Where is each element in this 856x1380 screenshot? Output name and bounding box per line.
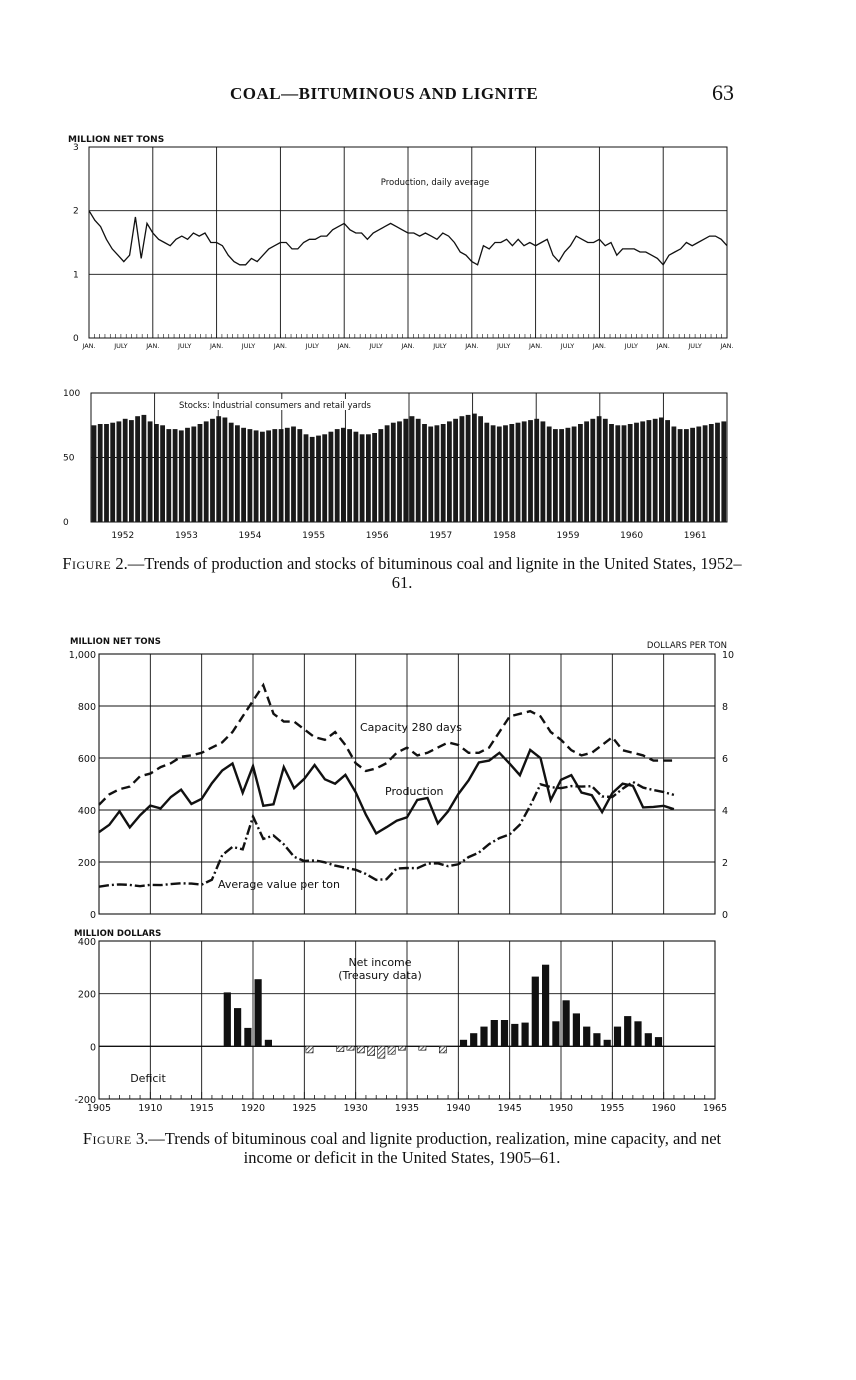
fig2-stocks-year-label: 1960 xyxy=(620,531,644,541)
fig2-stocks-ytick: 0 xyxy=(63,518,69,528)
fig2-stocks-bar xyxy=(566,428,571,522)
fig2-stocks-bar xyxy=(634,423,639,522)
fig3-deficit-bar xyxy=(419,1046,426,1050)
fig2-stocks-year-label: 1955 xyxy=(302,531,326,541)
fig2-stocks-bar xyxy=(478,416,483,522)
fig2-stocks-bar xyxy=(198,424,203,522)
fig3-deficit-bar xyxy=(398,1046,405,1050)
fig3-net-income-bar xyxy=(480,1027,487,1047)
fig2-stocks-bar xyxy=(447,421,452,522)
fig3-lower-ytick: 0 xyxy=(89,1042,96,1054)
figure-3-caption xyxy=(62,1129,742,1167)
fig3-x-tick-label: 1925 xyxy=(292,1103,317,1114)
fig3-lower-ytick: 400 xyxy=(77,937,96,948)
fig2-stocks-bar xyxy=(665,420,670,522)
fig2-stocks-bar xyxy=(622,425,627,522)
fig2-stocks-year-label: 1956 xyxy=(365,531,389,541)
fig3-right-ytick: 10 xyxy=(722,650,735,661)
fig2-stocks-bar xyxy=(260,432,265,522)
fig2-stocks-bar xyxy=(354,432,359,522)
fig2-stocks-bar xyxy=(191,427,196,523)
fig2-stocks-bar xyxy=(416,419,421,522)
fig2-stocks-bar xyxy=(241,428,246,522)
fig2-production-ytick: 3 xyxy=(73,143,79,153)
figure-2-caption-lead: Figure xyxy=(62,554,112,573)
fig2-stocks-bar xyxy=(285,428,290,522)
fig2-stocks-bar xyxy=(584,421,589,522)
fig2-stocks-bar xyxy=(123,419,128,522)
fig2-stocks-bar xyxy=(110,423,115,522)
fig2-stocks-bar xyxy=(185,428,190,522)
fig3-left-ytick: 1,000 xyxy=(68,650,96,661)
fig3-deficit-bar xyxy=(306,1046,313,1053)
fig2-production-xtick-label: JULY xyxy=(305,342,320,350)
fig3-left-ytick: 800 xyxy=(77,702,96,713)
fig2-production-xtick-label: JAN. xyxy=(465,342,479,350)
fig3-treasury-label: (Treasury data) xyxy=(338,969,422,982)
fig2-stocks-bar xyxy=(615,425,620,522)
fig2-stocks-year-label: 1954 xyxy=(238,531,262,541)
fig2-stocks-bar xyxy=(603,419,608,522)
figure-3-caption-lead: Figure xyxy=(82,1129,132,1148)
fig2-stocks-bar xyxy=(335,429,340,522)
fig3-net-income-bar xyxy=(244,1028,251,1046)
fig3-net-income-bar xyxy=(511,1024,518,1046)
fig2-stocks-bar xyxy=(597,416,602,522)
fig2-stocks-bar xyxy=(347,429,352,522)
fig2-stocks-bar xyxy=(310,437,315,522)
fig3-left-ytick: 0 xyxy=(89,910,96,921)
fig3-net-income-bar xyxy=(491,1020,498,1046)
fig3-x-tick-label: 1955 xyxy=(600,1103,625,1114)
fig3-deficit-bar xyxy=(337,1046,344,1051)
fig2-stocks-bar xyxy=(547,427,552,523)
fig2-stocks-bar xyxy=(322,434,327,522)
fig2-production-xtick-label: JULY xyxy=(433,342,447,350)
fig2-stocks-year-label: 1959 xyxy=(556,531,580,541)
fig2-stocks-bar xyxy=(696,427,701,523)
fig2-stocks-bar xyxy=(578,424,583,522)
fig3-net-income-bar xyxy=(583,1027,590,1047)
fig2-stocks-bar xyxy=(142,415,147,522)
fig3-net-income-bar xyxy=(542,965,549,1047)
figure-2-caption-text: 2.—Trends of production and stocks of bituminous coal and lignite in the United States, 1952–61. xyxy=(115,554,742,592)
fig2-production-xtick-label: JULY xyxy=(688,342,702,350)
fig3-net-income-bar xyxy=(624,1016,631,1046)
fig2-stocks-bar xyxy=(453,419,458,522)
fig2-stocks-bar xyxy=(703,425,708,522)
fig2-stocks-year-label: 1952 xyxy=(111,531,135,541)
fig2-stocks-bar xyxy=(98,424,103,522)
fig3-net-income-bar xyxy=(614,1027,621,1047)
fig3-x-tick-label: 1945 xyxy=(497,1103,522,1114)
fig2-production-ytick: 0 xyxy=(73,334,79,344)
fig3-right-ytick: 2 xyxy=(722,858,729,869)
fig3-deficit-bar xyxy=(357,1046,364,1053)
figure-2-chart xyxy=(0,130,856,541)
figure-3-caption-text: 3.—Trends of bituminous coal and lignite production, realization, mine capacity, and net income or deficit in the United States, 1905–61. xyxy=(135,1129,722,1167)
fig3-x-tick-label: 1930 xyxy=(343,1103,368,1114)
fig3-left-ytick: 600 xyxy=(77,754,96,765)
fig2-production-xtick-label: JAN. xyxy=(529,342,543,350)
fig2-stocks-bar xyxy=(541,421,546,522)
fig3-lower-ytick: -200 xyxy=(74,1095,96,1106)
fig2-stocks-bar xyxy=(329,432,334,522)
fig2-production-ytick: 2 xyxy=(73,206,79,217)
fig2-stocks-year-label: 1953 xyxy=(174,531,198,541)
fig2-stocks-bar xyxy=(503,425,508,522)
fig2-stocks-bar xyxy=(428,427,433,523)
fig2-stocks-bar xyxy=(148,421,153,522)
fig2-production-xtick-label: JAN. xyxy=(656,342,670,350)
fig2-stocks-bar xyxy=(135,416,140,522)
fig2-stocks-bar xyxy=(497,427,502,523)
fig2-stocks-bar xyxy=(715,423,720,522)
fig3-net-income-bar xyxy=(501,1020,508,1046)
fig3-production-label: Production xyxy=(385,785,444,798)
fig2-stocks-year-label: 1957 xyxy=(429,531,453,541)
fig3-lower-unit-label: MILLION DOLLARS xyxy=(74,929,162,939)
fig3-net-income-bar xyxy=(460,1040,467,1047)
page-number: 63 xyxy=(712,80,734,105)
fig2-stocks-bar xyxy=(216,416,221,522)
fig2-stocks-bar xyxy=(572,427,577,523)
fig2-production-annotation: Production, daily average xyxy=(380,178,490,188)
fig2-stocks-bar xyxy=(460,416,465,522)
fig2-stocks-bar xyxy=(372,433,377,522)
fig2-stocks-bar xyxy=(229,423,234,522)
fig3-deficit-bar xyxy=(368,1046,375,1055)
figure-3-chart xyxy=(0,630,856,1120)
fig3-right-ytick: 4 xyxy=(722,806,729,817)
fig3-left-axis-label: MILLION NET TONS xyxy=(70,637,161,647)
fig2-production-xtick-label: JAN. xyxy=(273,342,287,350)
fig2-production-xtick-label: JULY xyxy=(560,342,575,350)
fig2-stocks-bar xyxy=(684,429,689,522)
fig2-stocks-bar xyxy=(248,429,253,522)
fig2-stocks-bar xyxy=(254,430,259,522)
fig3-net-income-bar xyxy=(255,979,262,1046)
fig3-net-income-bar xyxy=(573,1013,580,1046)
fig3-x-tick-label: 1910 xyxy=(138,1103,163,1114)
fig3-net-income-bar xyxy=(532,977,539,1047)
fig2-production-xtick-label: JULY xyxy=(496,342,511,350)
fig2-stocks-bar xyxy=(279,429,284,522)
fig3-right-ytick: 6 xyxy=(722,754,729,765)
fig2-stocks-bar xyxy=(516,423,521,522)
fig3-lower-ytick: 200 xyxy=(77,989,96,1001)
fig2-production-xtick-label: JULY xyxy=(177,342,192,350)
fig2-production-xtick-label: JULY xyxy=(369,342,383,350)
fig3-right-axis-label: DOLLARS PER TON xyxy=(646,641,727,651)
fig2-stocks-bar xyxy=(223,418,228,523)
fig2-stocks-bar xyxy=(441,424,446,522)
fig3-net-income-bar xyxy=(552,1021,559,1046)
fig3-net-income-bar xyxy=(645,1033,652,1046)
fig3-x-tick-label: 1940 xyxy=(446,1103,471,1114)
fig2-stocks-bar xyxy=(522,421,527,522)
fig2-stocks-bar xyxy=(509,424,514,522)
fig3-right-ytick: 0 xyxy=(722,910,729,921)
fig3-net-income-label: Net income xyxy=(348,956,412,969)
fig3-net-income-bar xyxy=(224,992,231,1046)
fig2-production-xtick-label: JAN. xyxy=(82,342,96,350)
fig2-stocks-bar xyxy=(316,436,321,522)
fig2-stocks-ytick: 100 xyxy=(63,389,81,399)
fig2-stocks-bar xyxy=(272,429,277,522)
fig2-production-xtick-label: JAN. xyxy=(210,342,224,350)
fig3-avgvalue-label: Average value per ton xyxy=(218,878,340,891)
fig2-production-xtick-label: JAN. xyxy=(720,342,734,350)
fig2-unit-label: MILLION NET TONS xyxy=(68,135,165,145)
fig2-stocks-bar xyxy=(235,425,240,522)
fig3-net-income-bar xyxy=(234,1008,241,1046)
fig3-deficit-bar xyxy=(378,1046,385,1058)
fig3-deficit-bar xyxy=(347,1046,354,1050)
fig2-stocks-bar xyxy=(397,421,402,522)
fig2-stocks-bar xyxy=(166,429,171,522)
fig3-right-ytick: 8 xyxy=(722,702,729,713)
fig2-stocks-annotation: Stocks: Industrial consumers and retail yards xyxy=(179,401,371,411)
fig2-stocks-bar xyxy=(484,423,489,522)
fig3-x-tick-label: 1950 xyxy=(548,1103,574,1114)
fig2-stocks-bar xyxy=(709,424,714,522)
fig2-stocks-bar xyxy=(559,429,564,522)
fig2-production-xtick-label: JULY xyxy=(241,342,256,350)
fig2-stocks-bar xyxy=(721,421,726,522)
fig2-stocks-bar xyxy=(266,430,271,522)
fig2-production-xtick-label: JAN. xyxy=(146,342,160,350)
fig2-stocks-bar xyxy=(385,425,390,522)
fig3-net-income-bar xyxy=(265,1040,272,1047)
fig2-stocks-bar xyxy=(672,427,677,523)
fig2-production-xtick-label: JULY xyxy=(114,342,128,350)
fig2-stocks-bar xyxy=(628,424,633,522)
fig3-net-income-bar xyxy=(593,1033,600,1046)
fig3-net-income-bar xyxy=(563,1000,570,1046)
fig3-capacity-label: Capacity 280 days xyxy=(360,721,463,734)
fig3-net-income-bar xyxy=(604,1040,611,1047)
fig2-stocks-bar xyxy=(92,425,97,522)
fig2-production-xtick-label: JAN. xyxy=(337,342,351,350)
fig2-stocks-bar xyxy=(304,434,309,522)
fig3-x-tick-label: 1915 xyxy=(189,1103,214,1114)
fig2-stocks-bar xyxy=(410,416,415,522)
fig3-deficit-bar xyxy=(439,1046,446,1053)
fig2-stocks-bar xyxy=(647,420,652,522)
fig3-net-income-bar xyxy=(470,1033,477,1046)
fig2-stocks-bar xyxy=(553,429,558,522)
fig3-left-ytick: 400 xyxy=(77,806,96,817)
fig2-production-xtick-label: JAN. xyxy=(401,342,415,350)
fig3-net-income-bar xyxy=(634,1021,641,1046)
fig2-stocks-bar xyxy=(297,429,302,522)
fig2-stocks-year-label: 1958 xyxy=(492,531,516,541)
fig2-stocks-bar xyxy=(173,429,178,522)
fig3-x-tick-label: 1960 xyxy=(651,1103,676,1114)
fig2-stocks-bar xyxy=(378,429,383,522)
figure-2-caption xyxy=(62,554,742,592)
fig3-left-ytick: 200 xyxy=(77,858,96,869)
running-head-title: COAL—BITUMINOUS AND LIGNITE xyxy=(230,84,539,103)
fig2-stocks-bar xyxy=(179,430,184,522)
fig2-stocks-bar xyxy=(117,421,122,522)
fig2-stocks-bar xyxy=(291,427,296,523)
fig2-stocks-bar xyxy=(360,434,365,522)
fig2-stocks-bar xyxy=(129,420,134,522)
fig2-production-xtick-label: JULY xyxy=(624,342,639,350)
fig2-stocks-bar xyxy=(640,421,645,522)
fig2-stocks-bar xyxy=(366,434,371,522)
fig2-stocks-bar xyxy=(435,425,440,522)
fig2-stocks-bar xyxy=(678,429,683,522)
fig2-stocks-bar xyxy=(534,419,539,522)
fig2-stocks-bar xyxy=(609,424,614,522)
fig2-stocks-bar xyxy=(160,425,165,522)
fig2-stocks-bar xyxy=(104,424,109,522)
fig2-stocks-bar xyxy=(204,421,209,522)
fig3-deficit-label: Deficit xyxy=(130,1072,166,1085)
fig2-stocks-year-label: 1961 xyxy=(683,531,707,541)
fig2-stocks-bar xyxy=(210,419,215,522)
fig2-stocks-bar xyxy=(653,419,658,522)
fig3-deficit-bar xyxy=(388,1046,395,1054)
fig3-net-income-bar xyxy=(655,1037,662,1046)
fig2-stocks-bar xyxy=(690,428,695,522)
fig3-x-tick-label: 1905 xyxy=(86,1103,112,1114)
fig3-x-tick-label: 1935 xyxy=(394,1103,420,1114)
fig2-stocks-bar xyxy=(403,419,408,522)
fig3-net-income-bar xyxy=(522,1023,529,1047)
fig3-x-tick-label: 1920 xyxy=(240,1103,266,1114)
fig2-stocks-bar xyxy=(491,425,496,522)
fig2-stocks-bar xyxy=(422,424,427,522)
fig3-x-tick-label: 1965 xyxy=(702,1103,728,1114)
fig2-production-xtick-label: JAN. xyxy=(592,342,606,350)
fig2-stocks-bar xyxy=(466,415,471,522)
fig2-stocks-ytick: 50 xyxy=(63,453,75,464)
fig2-stocks-bar xyxy=(391,423,396,522)
fig2-production-ytick: 1 xyxy=(73,270,79,281)
fig2-stocks-bar xyxy=(528,420,533,522)
fig2-stocks-bar xyxy=(590,419,595,522)
